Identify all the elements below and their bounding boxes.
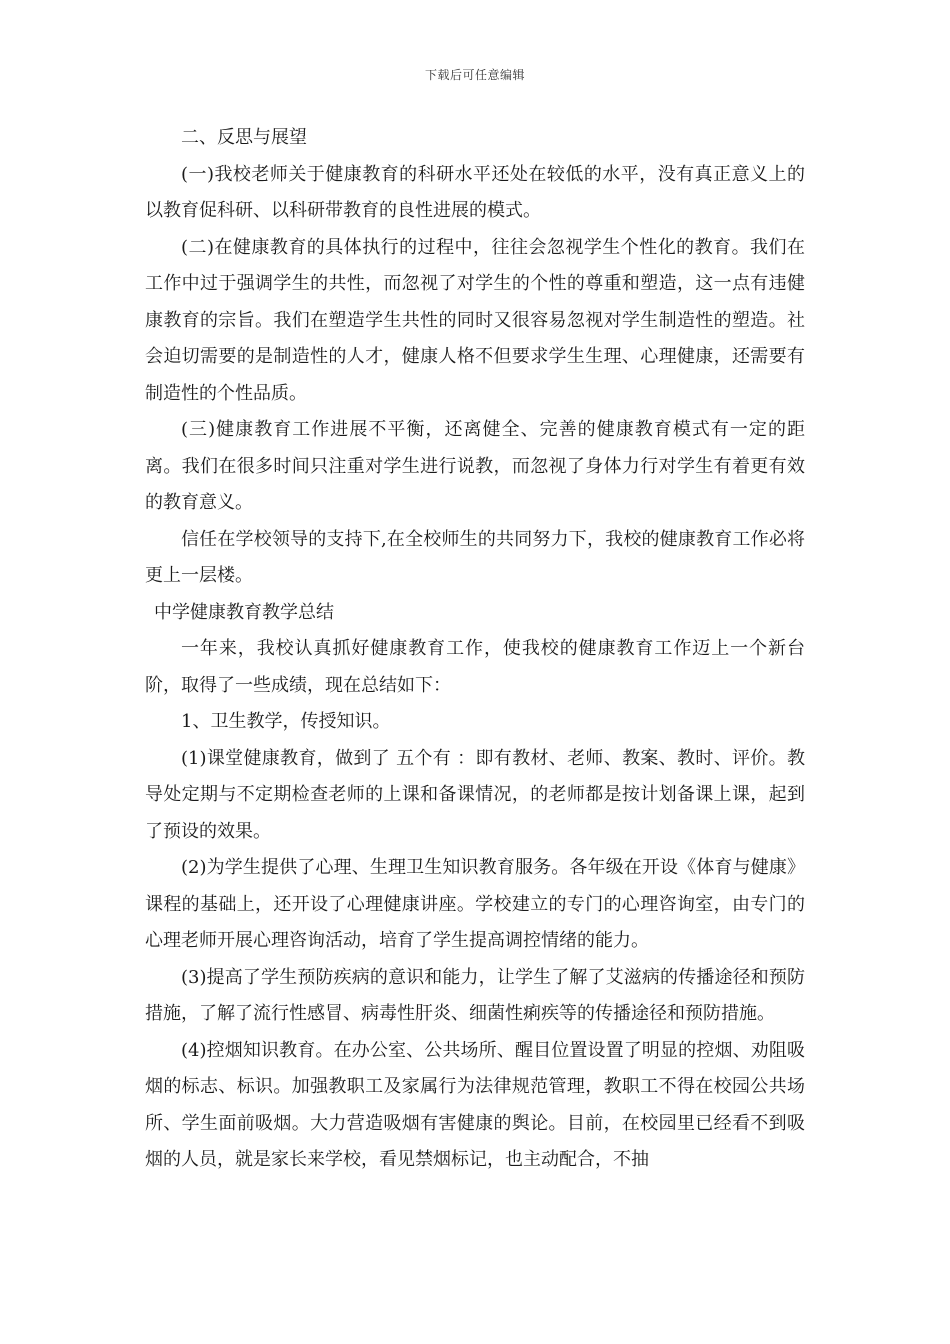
document-title: 中学健康教育教学总结	[154, 601, 334, 623]
page-header: 下载后可任意编辑	[424, 68, 525, 82]
document-body	[145, 120, 805, 1179]
paragraph-reflection-2: (二)在健康教育的具体执行的过程中，往往会忽视学生个性化的教育。我们在工作中过于强调学生的共性，而忽视了对学生的个性的尊重和塑造，这一点有违健康教育的宗旨。我们在塑造学生共性的同时又很容易忽视对学生制造性的塑造。社会迫切需要的是制造性的人才，健康人格不但要求学生生理、心理健康，还需要有制造性的个性品质。	[145, 236, 805, 404]
paragraph-item-3: (3)提高了学生预防疾病的意识和能力，让学生了解了艾滋病的传播途径和预防措施，了解了流行性感冒、病毒性肝炎、细菌性痢疾等的传播途径和预防措施。	[145, 966, 805, 1024]
section-heading-hygiene: 1、卫生教学，传授知识。	[181, 711, 391, 732]
paragraph-closing: 信任在学校领导的支持下,在全校师生的共同努力下，我校的健康教育工作必将更上一层楼。	[145, 528, 805, 586]
paragraph-item-1: (1)课堂健康教育，做到了 五个有 ：即有教材、老师、教案、教时、评价。教导处定期与不定期检查老师的上课和备课情况，的老师都是按计划备课上课，起到了预设的效果。	[145, 747, 805, 842]
paragraph-item-2: (2)为学生提供了心理、生理卫生知识教育服务。各年级在开设《体育与健康》课程的基础上，还开设了心理健康讲座。学校建立的专门的心理咨询室，由专门的心理老师开展心理咨询活动，培育了学生提高调控情绪的能力。	[145, 857, 805, 951]
section-heading-reflection: 二、反思与展望	[181, 127, 307, 148]
paragraph-reflection-1: (一)我校老师关于健康教育的科研水平还处在较低的水平，没有真正意义上的以教育促科研、以科研带教育的良性进展的模式。	[145, 163, 805, 221]
paragraph-item-4: (4)控烟知识教育。在办公室、公共场所、醒目位置设置了明显的控烟、劝阻吸烟的标志、标识。加强教职工及家属行为法律规范管理，教职工不得在校园公共场所、学生面前吸烟。大力营造吸烟有害健康的舆论。目前，在校园里已经看不到吸烟的人员，就是家长来学校，看见禁烟标记，也主动配合，不抽	[145, 1039, 805, 1170]
paragraph-intro: 一年来，我校认真抓好健康教育工作，使我校的健康教育工作迈上一个新台阶，取得了一些成绩，现在总结如下：	[145, 638, 805, 696]
paragraph-reflection-3: (三)健康教育工作进展不平衡，还离健全、完善的健康教育模式有一定的距离。我们在很多时间只注重对学生进行说教，而忽视了身体力行对学生有着更有效的教育意义。	[145, 419, 805, 513]
